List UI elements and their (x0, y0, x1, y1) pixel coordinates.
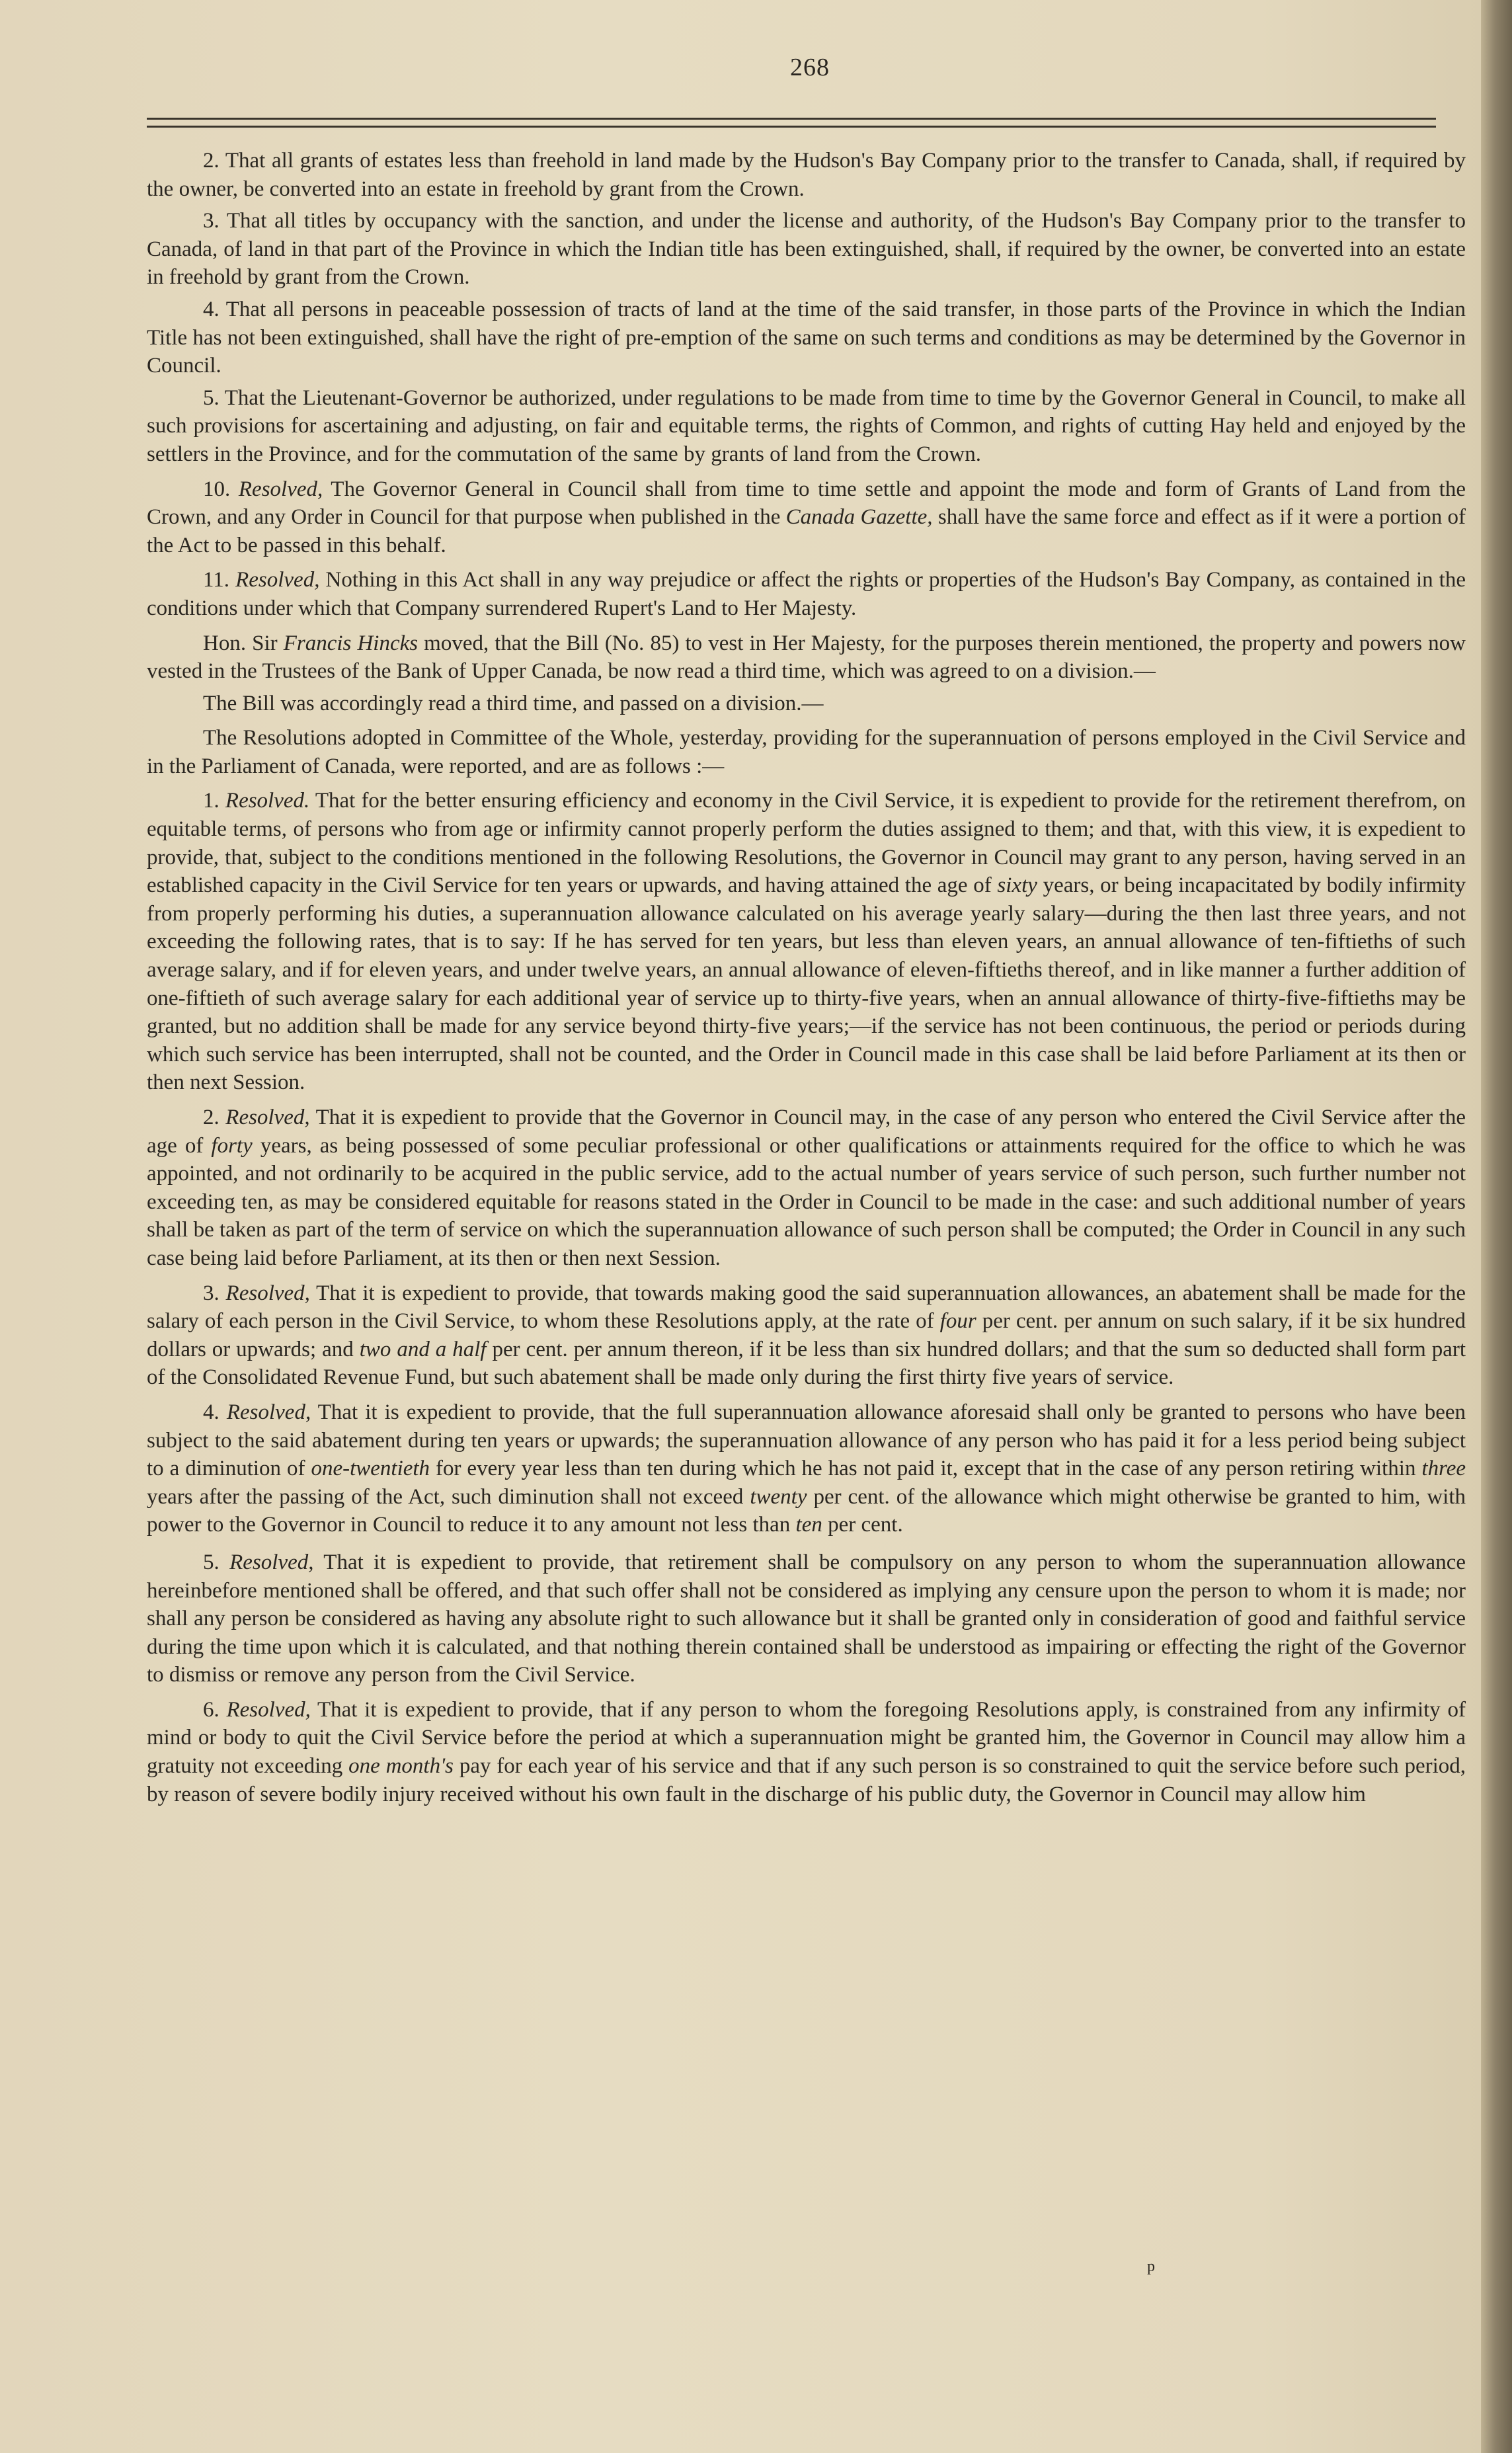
paragraph-hincks-motion: Hon. Sir Francis Hincks moved, that the Bill (No. 85) to vest in Her Majesty, for the purposes therein mentioned, the property and powers now vested in the Trustees of the Bank of Upper Canada, be now read a third time, which was agreed to on a division.— (147, 631, 1466, 684)
header-rule-top (147, 118, 1436, 120)
paragraph-clause-2: 2. That all grants of estates less than freehold in land made by the Hudson's Bay Company prior to the transfer to Canada, shall, if required by the owner, be converted into an estate in freehold by grant from the Crown. (147, 149, 1466, 201)
header-rule-bottom (147, 126, 1436, 128)
body-text (147, 147, 1466, 1812)
paragraph-clause-5: 5. That the Lieutenant-Governor be authorized, under regulations to be made from time to time by the Governor General in Council, to make all such provisions for ascertaining and adjusting, on fair and equitable terms, the rights of Common, and rights of cutting Hay held and enjoyed by the settlers in the Province, and for the commutation of the same by grants of land from the Crown. (147, 385, 1466, 466)
paragraph-bill-passed: The Bill was accordingly read a third time, and passed on a division.— (203, 691, 824, 715)
paragraph-superannuation-1: 1. Resolved. That for the better ensuring efficiency and economy in the Civil Service, it is expedient to provide for the retirement therefrom, on equitable terms, of persons who from age or infirmity cannot properly perform the duties assigned to them; and that, with this view, it is expedient to provide, that, subject to the conditions mentioned in the following Resolutions, the Governor in Council may grant to any person, having served in an established capacity in the Civil Service for ten years or upwards, and having attained the age of sixty years, or being incapacitated by bodily infirmity from properly performing his duties, a superannuation allowance calculated on his average yearly salary—during the then last three years, and not exceeding the following rates, that is to say: If he has served for ten years, but less than eleven years, an annual allowance of ten-fiftieths of such average salary, and if for eleven years, and under twelve years, an annual allowance of eleven-fiftieths thereof, and in like manner a further addition of one-fiftieth of such average salary for each additional year of service up to thirty-five years, when an annual allowance of thirty-five-fiftieths may be granted, but no addition shall be made for any service beyond thirty-five years;—if the service has not been continuous, the period or periods during which such service has been interrupted, shall not be counted, and the Order in Council made in this case shall be laid before Parliament at its then or then next Session. (147, 789, 1466, 1095)
page-number: 268 (790, 54, 830, 81)
paragraph-resolution-11: 11. Resolved, Nothing in this Act shall in any way prejudice or affect the rights or properties of the Hudson's Bay Company, as contained in the conditions under which that Company surrendered Rupert's Land to Her Majesty. (147, 568, 1466, 620)
paragraph-superannuation-5: 5. Resolved, That it is expedient to provide, that retirement shall be compulsory on any person to whom the superannuation allowance hereinbefore mentioned shall be offered, and that such offer shall not be considered as implying any censure upon the person to whom it is made; nor shall any person be considered as having any absolute right to such allowance but it shall be granted only in consideration of good and faithful service during the time upon which it is calculated, and that nothing therein contained shall be understood as impairing or effecting the right of the Governor to dismiss or remove any person from the Civil Service. (147, 1550, 1466, 1687)
page-edge-shadow (1481, 0, 1512, 2453)
paragraph-superannuation-intro: The Resolutions adopted in Committee of the Whole, yesterday, providing for the superannuation of persons employed in the Civil Service and in the Parliament of Canada, were reported, and are as follows :— (147, 726, 1466, 778)
paragraph-superannuation-6: 6. Resolved, That it is expedient to provide, that if any person to whom the foregoing Resolutions apply, is constrained from any infirmity of mind or body to quit the Civil Service before the period at which a superannuation might be granted him, the Governor in Council may allow him a gratuity not exceeding one month's pay for each year of his service and that if any such person is so constrained to quit the service before such period, by reason of severe bodily injury received without his own fault in the discharge of his public duty, the Governor in Council may allow him (147, 1697, 1466, 1806)
catchword: p (1147, 2258, 1155, 2275)
paragraph-superannuation-2: 2. Resolved, That it is expedient to provide that the Governor in Council may, in the case of any person who entered the Civil Service after the age of forty years, as being possessed of some peculiar professional or other qualifications or attainments required for the office to which he was appointed, and not ordinarily to be acquired in the public service, add to the actual number of years service of such person, such further number not exceeding ten, as may be considered equitable for reasons stated in the Order in Council to be made in the case: and such additional number of years shall be taken as part of the term of service on which the superannuation allowance of such person shall be computed; the Order in Council in any such case being laid before Parliament, at its then or then next Session. (147, 1106, 1466, 1270)
paragraph-resolution-10: 10. Resolved, The Governor General in Council shall from time to time settle and appoint the mode and form of Grants of Land from the Crown, and any Order in Council for that purpose when published in the Canada Gazette, shall have the same force and effect as if it were a portion of the Act to be passed in this behalf. (147, 477, 1466, 557)
paragraph-clause-3: 3. That all titles by occupancy with the sanction, and under the license and authority, of the Hudson's Bay Company prior to the transfer to Canada, of land in that part of the Province in which the Indian title has been extinguished, shall, if required by the owner, be converted into an estate in freehold by grant from the Crown. (147, 209, 1466, 290)
paragraph-superannuation-3: 3. Resolved, That it is expedient to provide, that towards making good the said superannuation allowances, an abatement shall be made for the salary of each person in the Civil Service, to whom these Resolutions apply, at the rate of four per cent. per annum on such salary, if it be six hundred dollars or upwards; and two and a half per cent. per annum thereon, if it be less than six hundred dollars; and that the sum so deducted shall form part of the Consolidated Revenue Fund, but such abatement shall be made only during the first thirty five years of service. (147, 1281, 1466, 1390)
paragraph-clause-4: 4. That all persons in peaceable possession of tracts of land at the time of the said transfer, in those parts of the Province in which the Indian Title has not been extinguished, shall have the right of pre-emption of the same on such terms and conditions as may be determined by the Governor in Council. (147, 297, 1466, 378)
paragraph-superannuation-4: 4. Resolved, That it is expedient to provide, that the full superannuation allowance aforesaid shall only be granted to persons who have been subject to the said abatement during ten years or upwards; the superannuation allowance of any person who has paid it for a less period being subject to a diminution of one-twentieth for every year less than ten during which he has not paid it, except that in the case of any person retiring within three years after the passing of the Act, such diminution shall not exceed twenty per cent. of the allowance which might otherwise be granted to him, with power to the Governor in Council to reduce it to any amount not less than ten per cent. (147, 1400, 1466, 1537)
